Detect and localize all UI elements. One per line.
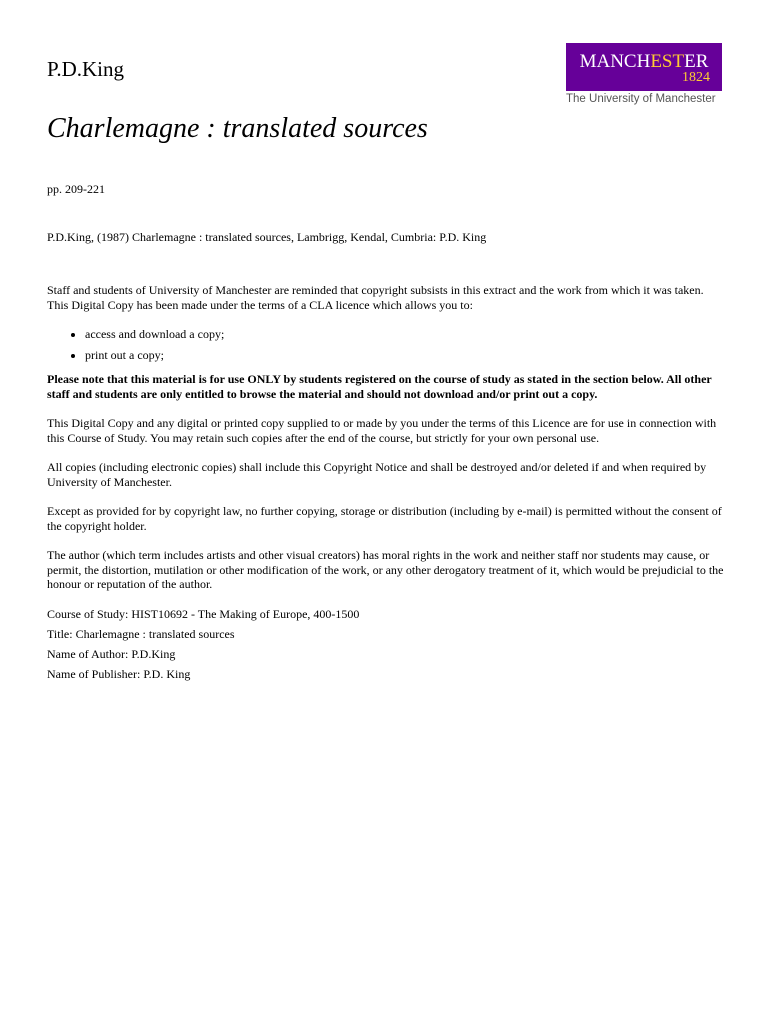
meta-title: Title: Charlemagne : translated sources bbox=[47, 626, 235, 641]
notice-warning: Please note that this material is for use ONLY by students registered on the course of study as stated in the section below. All other staff and students are only entitled to browse the material and should not download and/or print out a copy. bbox=[47, 372, 712, 401]
list-item: • access and download a copy; bbox=[85, 327, 727, 342]
notice-paragraph: Except as provided for by copyright law, no further copying, storage or distribution (including by e-mail) is permitted without the consent of the copyright holder. bbox=[47, 504, 722, 533]
meta-author: Name of Author: P.D.King bbox=[47, 646, 176, 661]
notice-intro: Staff and students of University of Manchester are reminded that copyright subsists in this extract and the work from which it was taken. This Digital Copy has been made under the terms of a CLA licence which allows you to: bbox=[47, 283, 704, 312]
logo-box bbox=[566, 43, 722, 91]
logo-word-accent: EST bbox=[650, 51, 685, 72]
logo-subtitle: The University of Manchester bbox=[566, 93, 716, 105]
notice-paragraph: All copies (including electronic copies) shall include this Copyright Notice and shall be destroyed and/or deleted if and when required by University of Manchester. bbox=[47, 460, 707, 489]
logo-year: 1824 bbox=[682, 70, 710, 85]
citation: P.D.King, (1987) Charlemagne : translated sources, Lambrigg, Kendal, Cumbria: P.D. King bbox=[47, 230, 487, 244]
document-title: Charlemagne : translated sources bbox=[47, 113, 428, 144]
logo-word-end: ER bbox=[684, 51, 709, 72]
meta-publisher: Name of Publisher: P.D. King bbox=[47, 666, 191, 681]
course-metadata bbox=[47, 607, 727, 682]
list-item: • print out a copy; bbox=[85, 348, 727, 363]
notice-paragraph: The author (which term includes artists and other visual creators) has moral rights in the work and neither staff nor students may cause, or permit, the distortion, mutilation or other modification of the work, or any other derogatory treatment of it, which would be prejudicial to the honour or reputation of the author. bbox=[47, 548, 724, 591]
university-logo bbox=[566, 43, 724, 105]
meta-course: Course of Study: HIST10692 - The Making of Europe, 400-1500 bbox=[47, 606, 360, 621]
notice-paragraph: This Digital Copy and any digital or printed copy supplied to or made by you under the terms of this Licence are for use in connection with this Course of Study. You may retain such copies after the end of the course, but strictly for your own personal use. bbox=[47, 416, 717, 445]
copyright-notice bbox=[47, 283, 727, 687]
logo-word-start: MANCH bbox=[579, 51, 651, 72]
document-author: P.D.King bbox=[47, 57, 125, 81]
permission-list bbox=[47, 327, 727, 362]
page-range: pp. 209-221 bbox=[47, 182, 105, 196]
